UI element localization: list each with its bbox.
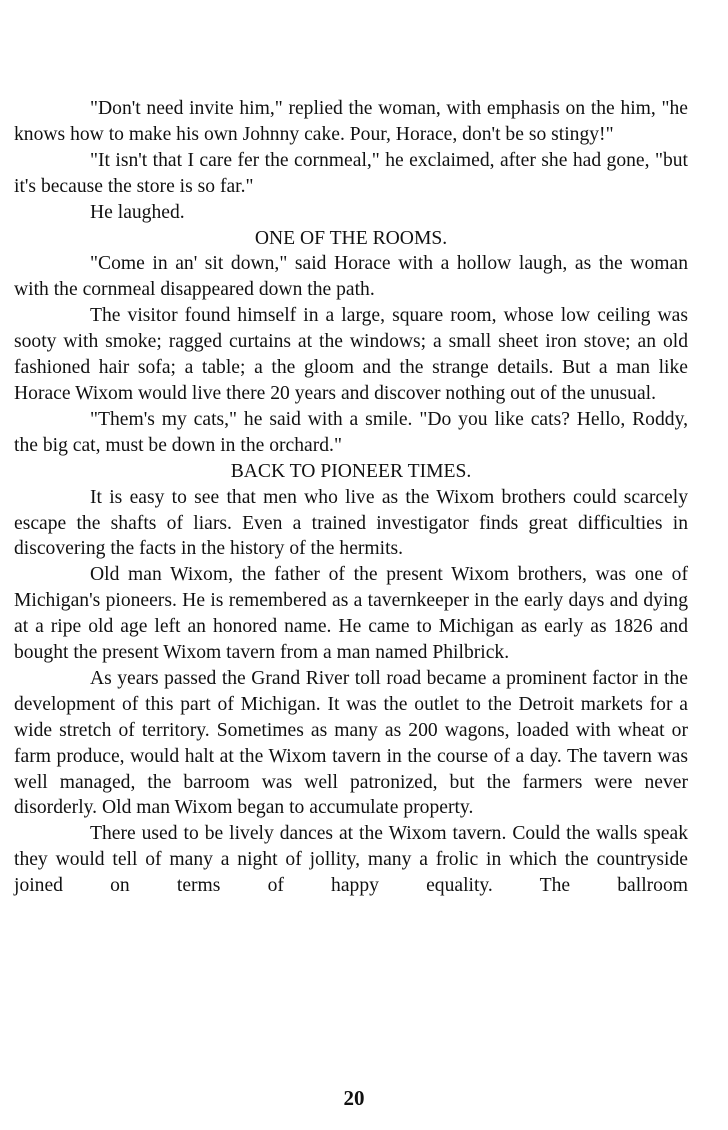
paragraph-come-in: "Come in an' sit down," said Horace with a hollow laugh, as the woman with the cornmeal disappeared down the path.: [14, 253, 688, 301]
paragraph-lively-dances: There used to be lively dances at the Wixom tavern. Could the walls speak they would tell of many a night of jollity, many a frolic in which the countryside joined on terms of happy equality. The ballroom: [14, 823, 688, 897]
section-heading-back-to-pioneer-times: BACK TO PIONEER TIMES.: [230, 460, 472, 482]
paragraph-dialogue-johnny-cake: "Don't need invite him," replied the woman, with emphasis on the him, "he knows how to make his own Johnny cake. Pour, Horace, don't be so stingy!": [14, 98, 688, 145]
paragraph-old-man-wixom: Old man Wixom, the father of the present Wixom brothers, was one of Michigan's pioneers. He is remembered as a tavernkeeper in the early days and dying at a ripe old age left an honored name. He came to Michigan as early as 1826 and bought the present Wixom tavern from a man named Philbrick.: [14, 564, 688, 664]
section-heading-one-of-the-rooms: ONE OF THE ROOMS.: [254, 227, 448, 249]
paragraph-he-laughed: He laughed.: [90, 201, 185, 223]
paragraph-dialogue-cornmeal: "It isn't that I care fer the cornmeal," he exclaimed, after she had gone, "but it's because the store is so far.": [14, 149, 688, 197]
page-number: 20: [343, 1086, 365, 1110]
paragraph-grand-river-toll-road: As years passed the Grand River toll road became a prominent factor in the development of this part of Michigan. It was the outlet to the Detroit markets for a wide stretch of territory. Sometimes as many as 200 wagons, loaded with wheat or farm produce, would halt at the Wixom tavern in the course of a day. The tavern was well managed, the barroom was well patronized, but the farmers were never disorderly. Old man Wixom began to accumulate property.: [14, 667, 688, 819]
paragraph-shafts-of-liars: It is easy to see that men who live as the Wixom brothers could scarcely escape the shafts of liars. Even a trained investigator finds great difficulties in discovering the facts in the history of the hermits.: [14, 486, 688, 560]
body-text: [14, 96, 688, 899]
paragraph-visitor-room: The visitor found himself in a large, square room, whose low ceiling was sooty with smoke; ragged curtains at the windows; a small sheet iron stove; an old fashioned hair sofa; a table; a the gloom and the strange details. But a man like Horace Wixom would live there 20 years and discover nothing out of the unusual.: [14, 305, 688, 404]
paragraph-cats: "Them's my cats," he said with a smile. "Do you like cats? Hello, Roddy, the big cat, must be down in the orchard.": [14, 408, 688, 456]
